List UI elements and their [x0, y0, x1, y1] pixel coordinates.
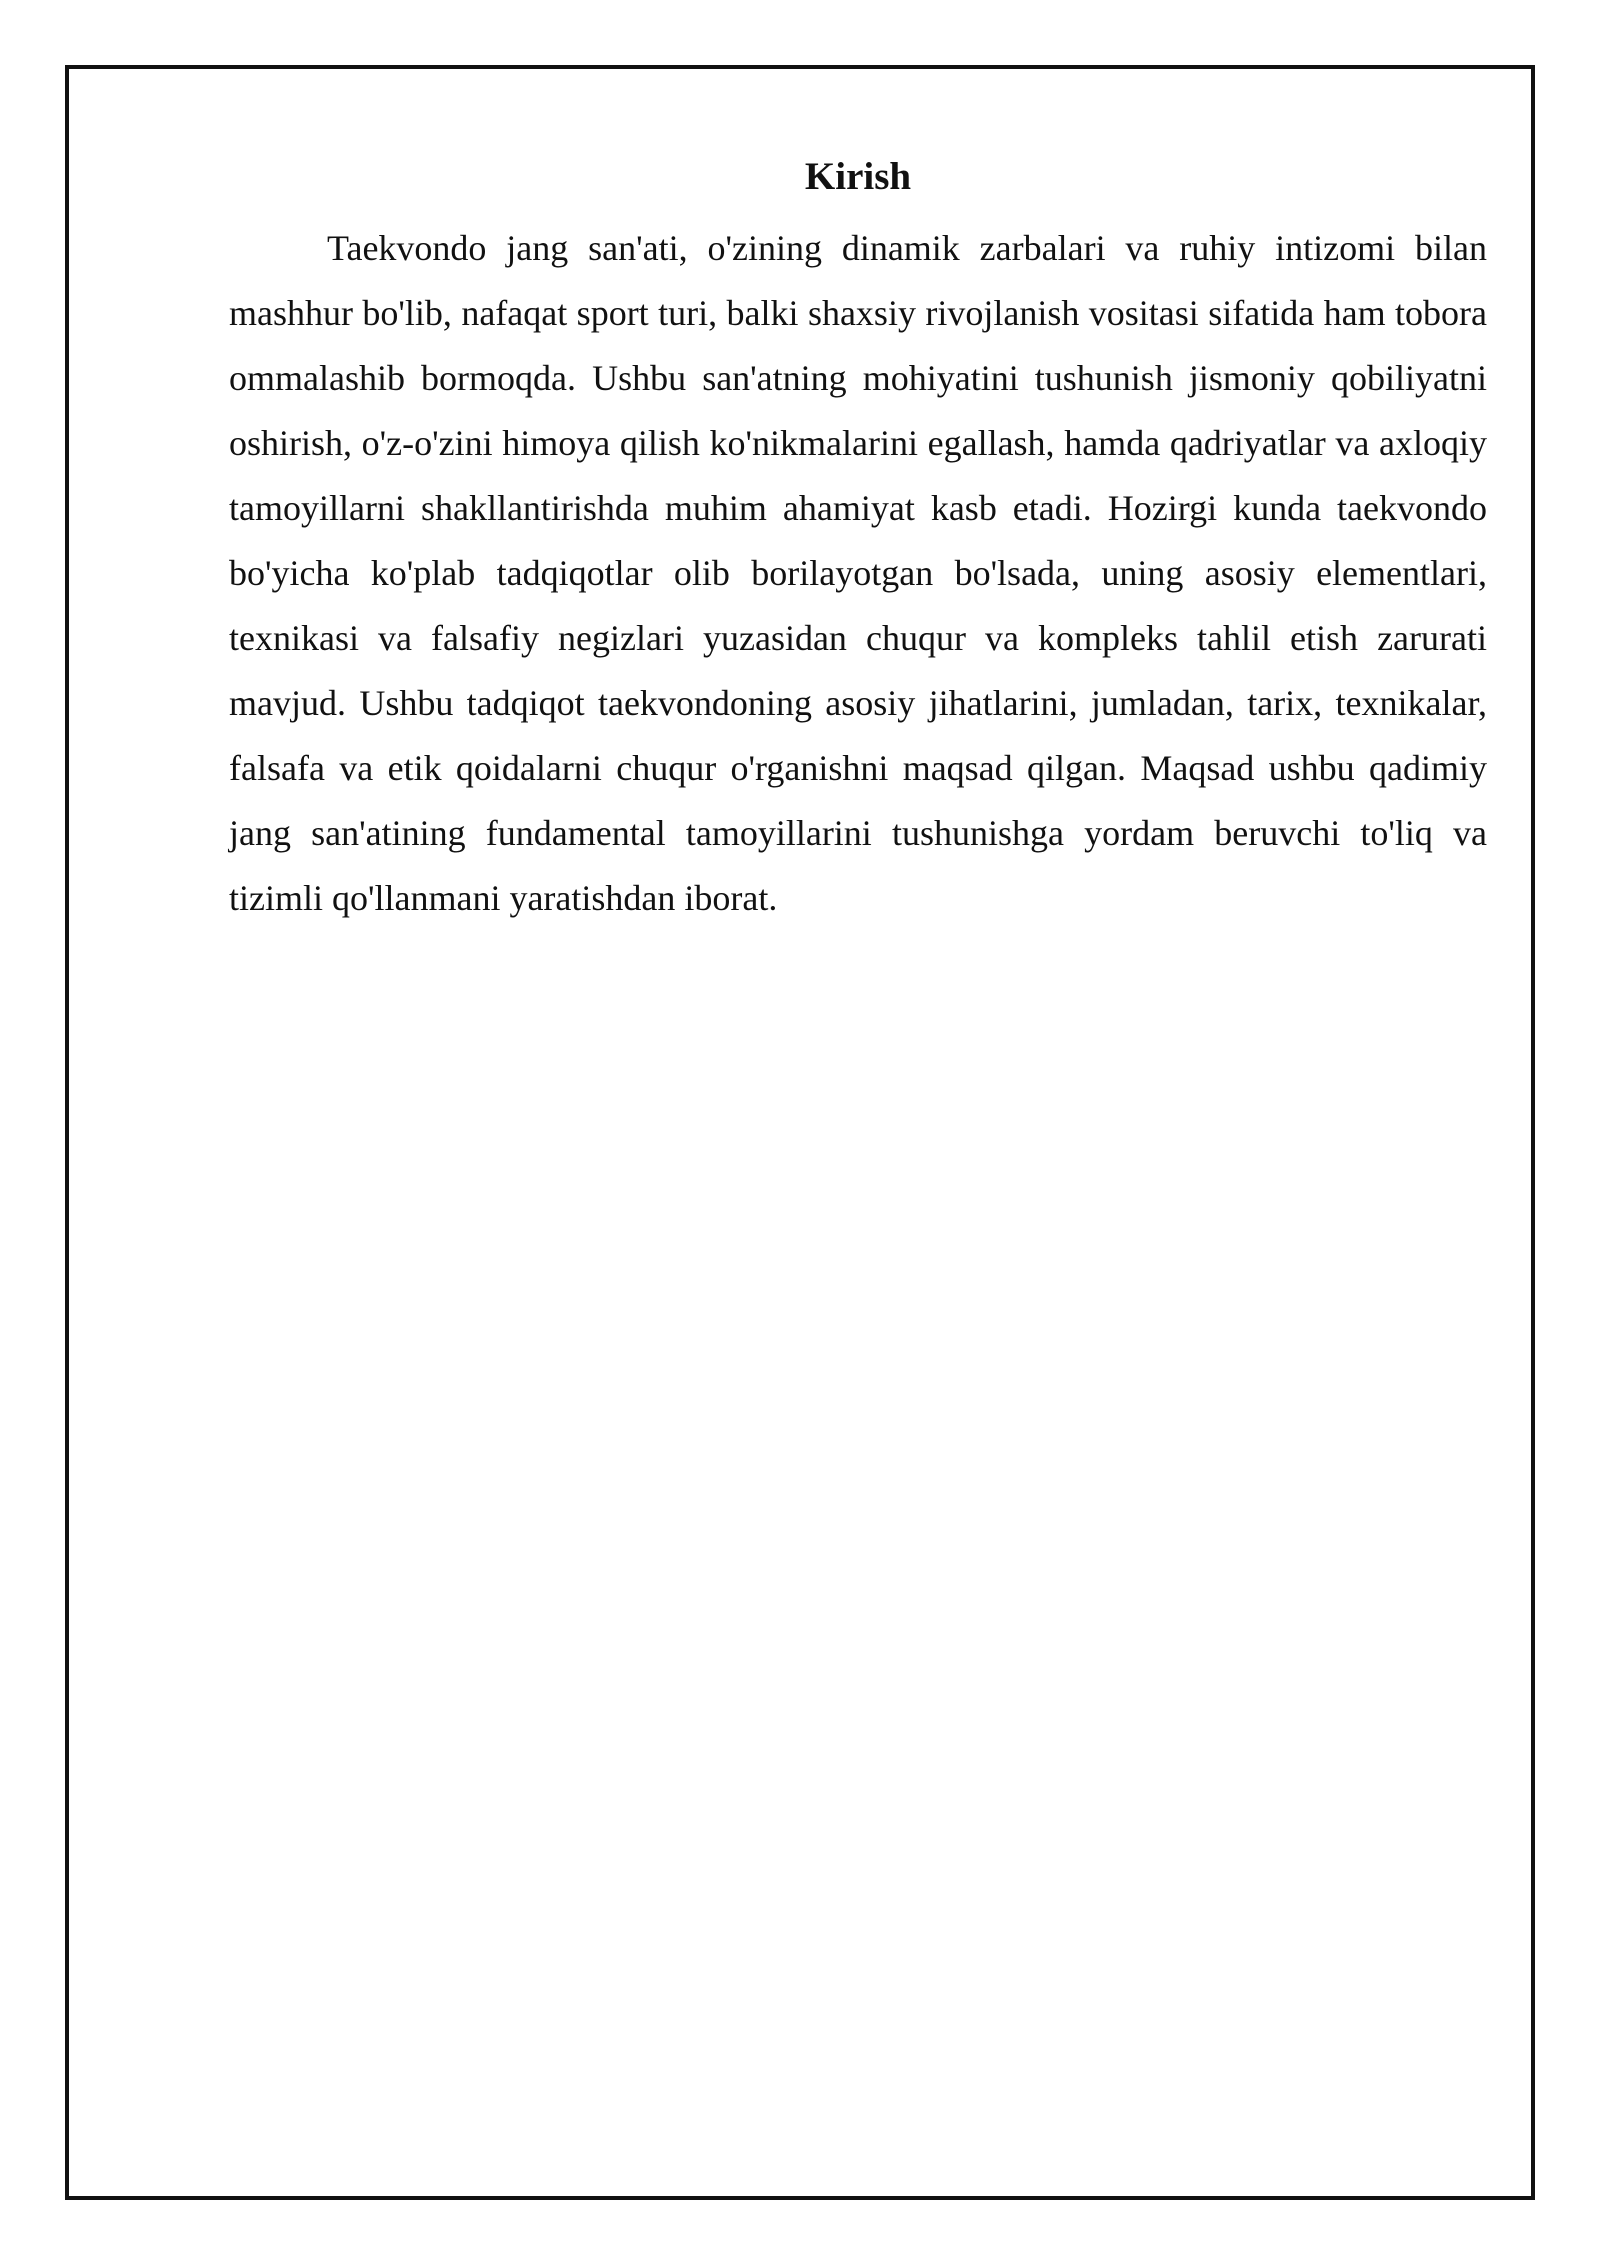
document-body [229, 150, 1487, 931]
section-title: Kirish [804, 155, 912, 198]
intro-paragraph: Taekvondo jang san'ati, o'zining dinamik zarbalari va ruhiy intizomi bilan mashhur bo'lib, nafaqat sport turi, balki shaxsiy rivojlanish vositasi sifatida ham tobora ommalashib bormoqda. Ushbu san'atning mohiyatini tushunish jismoniy qobiliyatni oshirish, o'z-o'zini himoya qilish ko'nikmalarini egallash, hamda qadriyatlar va axloqiy tamoyillarni shakllantirishda muhim ahamiyat kasb etadi. Hozirgi kunda taekvondo bo'yicha ko'plab tadqiqotlar olib borilayotgan bo'lsada, uning asosiy elementlari, texnikasi va falsafiy negizlari yuzasidan chuqur va kompleks tahlil etish zarurati mavjud. Ushbu tadqiqot taekvondoning asosiy jihatlarini, jumladan, tarix, texnikalar, falsafa va etik qoidalarni chuqur o'rganishni maqsad qilgan. Maqsad ushbu qadimiy jang san'atining fundamental tamoyillarini tushunishga yordam beruvchi to'liq va tizimli qo'llanmani yaratishdan iborat. [229, 228, 1487, 918]
